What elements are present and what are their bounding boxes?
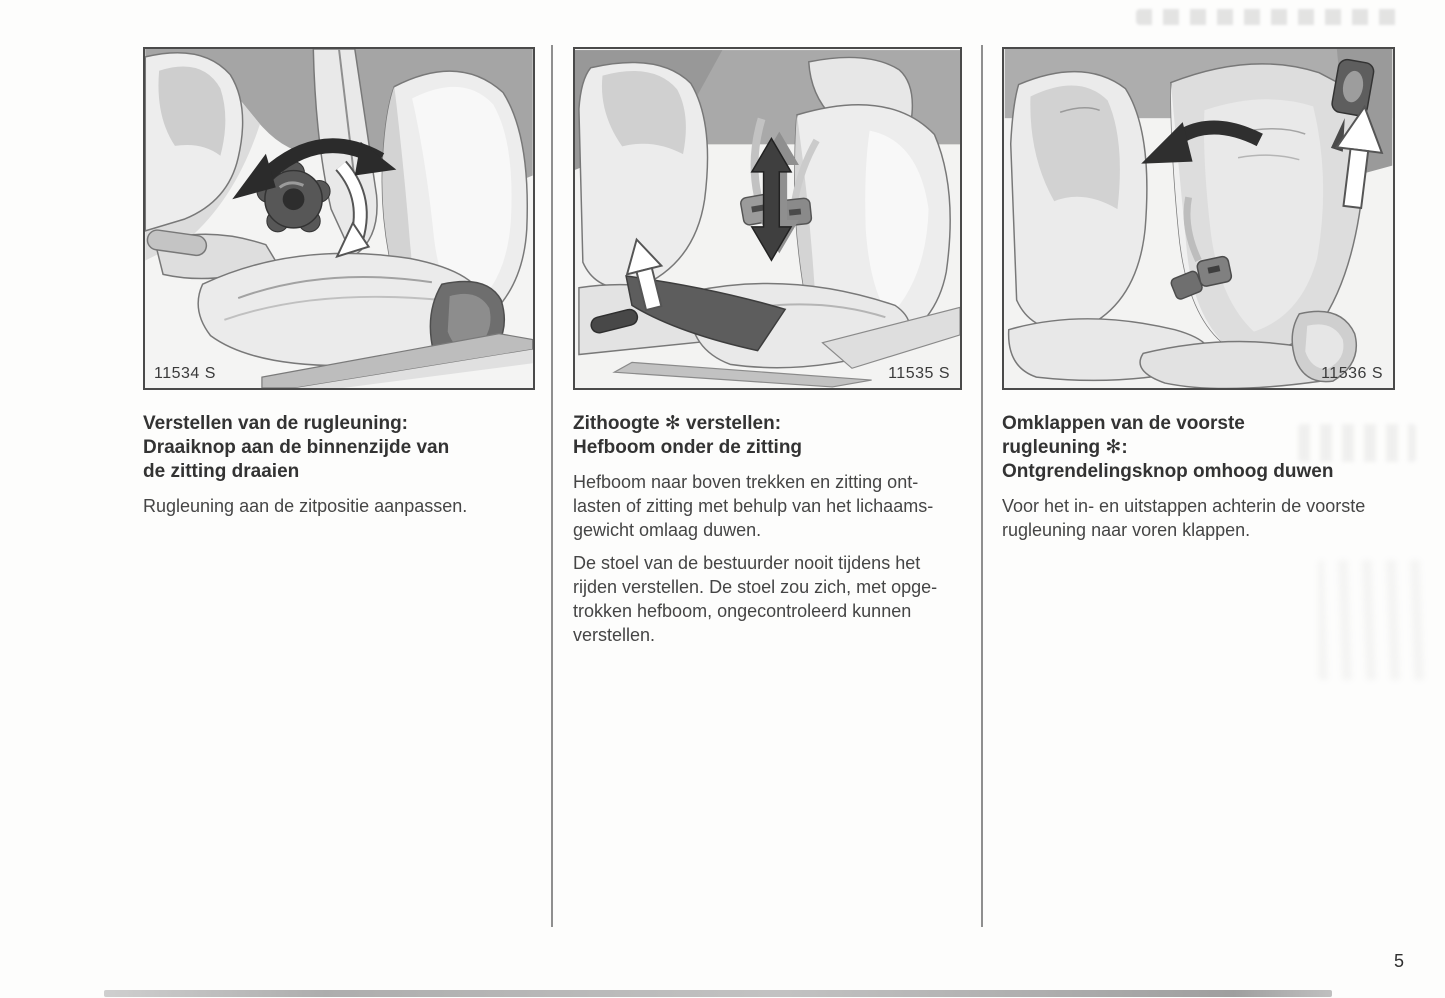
- figure-caption: 11535 S: [888, 365, 950, 382]
- column-heading: [573, 412, 973, 460]
- column-seat-height: [573, 412, 973, 656]
- body-line: De stoel van de bestuurder nooit tijdens het: [573, 553, 921, 573]
- body-line: Voor het in- en uitstappen achterin de voorste: [1002, 496, 1366, 516]
- body-paragraph: [1002, 494, 1402, 542]
- heading-line: rugleuning ✻:: [1002, 437, 1128, 458]
- column-divider: [981, 45, 983, 927]
- body-line: lasten of zitting met behulp van het lichaams-: [573, 496, 934, 516]
- seat-illustration-backrest-knob: [145, 49, 533, 388]
- figure-backrest-folding: [1002, 47, 1395, 390]
- figure-caption: 11534 S: [154, 365, 216, 382]
- figure-caption: 11536 S: [1321, 365, 1383, 382]
- heading-line: Omklappen van de voorste: [1002, 413, 1245, 434]
- scan-artifact: [1136, 9, 1402, 25]
- body-paragraph: [573, 551, 973, 647]
- heading-line: Draaiknop aan de binnenzijde van: [143, 437, 450, 458]
- seat-illustration-fold-backrest: [1004, 49, 1393, 388]
- scan-artifact: [1318, 560, 1430, 680]
- heading-line: Zithoogte ✻ verstellen:: [573, 413, 782, 434]
- heading-line: Hefboom onder de zitting: [573, 437, 803, 458]
- body-line: Rugleuning aan de zitpositie aanpassen.: [143, 496, 468, 516]
- heading-line: Ontgrendelingsknop omhoog duwen: [1002, 461, 1334, 482]
- body-line: Hefboom naar boven trekken en zitting ont-: [573, 472, 919, 492]
- figure-seat-height-adjustment: [573, 47, 962, 390]
- body-line: rijden verstellen. De stoel zou zich, met opge-: [573, 577, 938, 597]
- page-number: 5: [1393, 951, 1404, 971]
- body-paragraph: [573, 470, 973, 542]
- body-paragraph: [143, 494, 543, 518]
- heading-line: de zitting draaien: [143, 461, 300, 482]
- column-fold-backrest: [1002, 412, 1402, 551]
- seat-illustration-height-lever: [575, 49, 960, 388]
- body-line: trokken hefboom, ongecontroleerd kunnen: [573, 601, 912, 621]
- heading-line: Verstellen van de rugleuning:: [143, 413, 409, 434]
- column-divider: [551, 45, 553, 927]
- body-line: gewicht omlaag duwen.: [573, 520, 762, 540]
- column-heading: [143, 412, 543, 484]
- body-line: verstellen.: [573, 625, 656, 645]
- page-edge-shadow: [104, 990, 1332, 997]
- column-backrest-adjustment: [143, 412, 543, 527]
- figure-backrest-adjustment: [143, 47, 535, 390]
- column-heading: [1002, 412, 1402, 484]
- body-line: rugleuning naar voren klappen.: [1002, 520, 1251, 540]
